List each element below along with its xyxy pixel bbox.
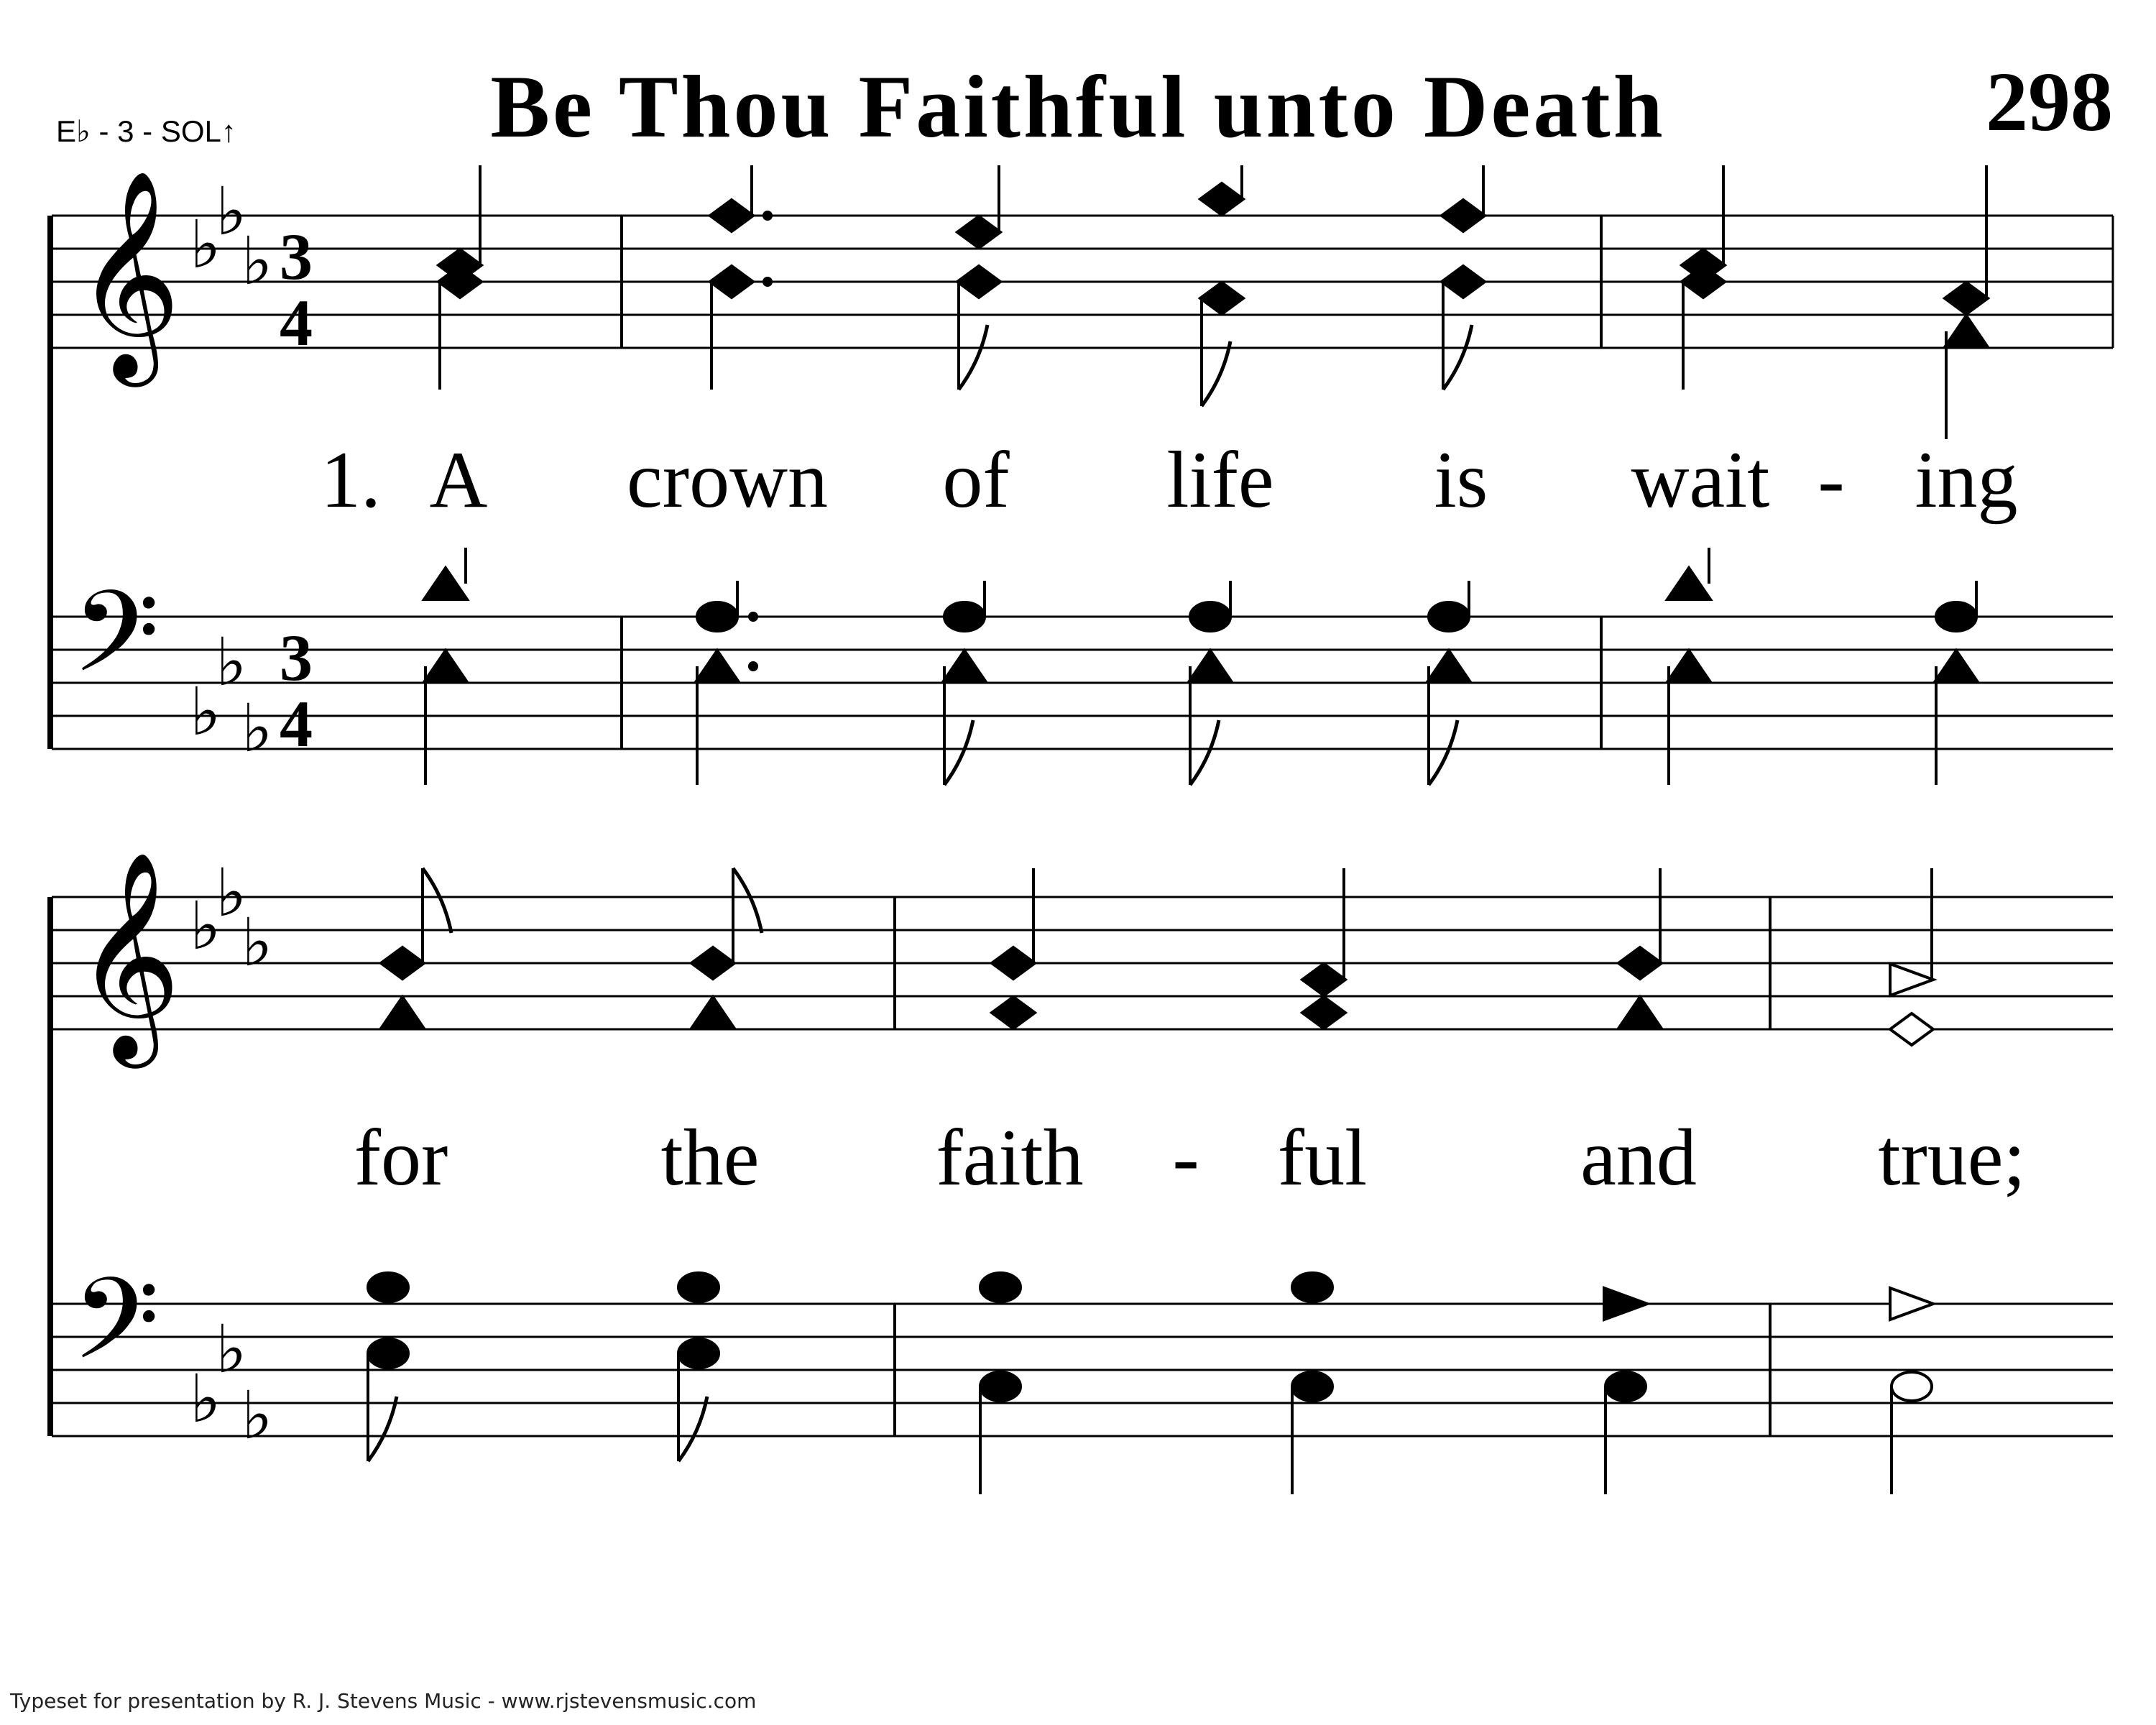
flat-icon: ♭: [190, 888, 221, 965]
note-head: [1936, 602, 1976, 631]
lyric-syllable: ing: [1915, 436, 2018, 525]
flat-icon: ♭: [216, 855, 247, 932]
time-signature-numerator: 3: [280, 220, 313, 293]
note-head: [1606, 1372, 1646, 1401]
flat-icon: ♭: [241, 690, 273, 767]
bass-clef-icon: 𝄢: [72, 1254, 160, 1412]
flat-icon: ♭: [241, 1377, 273, 1454]
note-head: [1618, 997, 1662, 1029]
flat-icon: ♭: [190, 673, 221, 750]
note-head: [1667, 650, 1710, 682]
eighth-flag: [368, 1397, 397, 1461]
lyric-syllable: wait: [1631, 436, 1770, 525]
flat-icon: ♭: [241, 904, 273, 981]
note-head: [691, 997, 734, 1029]
note-head: [710, 266, 753, 298]
note-head: [697, 602, 737, 631]
note-head: [424, 650, 467, 682]
lyric-syllable: is: [1434, 436, 1488, 525]
note-head: [1890, 1288, 1933, 1320]
note-head: [678, 1273, 719, 1302]
verse-number: 1.: [321, 436, 381, 525]
note-head: [381, 947, 424, 979]
lyric-hyphen: -: [1172, 1113, 1199, 1202]
note-head: [1442, 200, 1485, 231]
note-head: [992, 947, 1035, 979]
note-head: [1890, 964, 1933, 995]
note-head: [1200, 282, 1243, 314]
note-head: [424, 568, 467, 599]
note-head: [368, 1273, 408, 1302]
note-head: [368, 1339, 408, 1368]
lyric-syllable: faith: [936, 1113, 1084, 1202]
time-signature-denominator: 4: [280, 687, 313, 760]
note-head: [943, 650, 986, 682]
lyric-syllable: the: [660, 1113, 760, 1202]
note-head: [1190, 602, 1230, 631]
note-head: [1892, 1372, 1932, 1401]
note-head: [1442, 266, 1485, 298]
note-head: [1429, 602, 1469, 631]
eighth-flag: [1443, 325, 1472, 390]
note-head: [992, 997, 1035, 1029]
flat-icon: ♭: [190, 206, 221, 283]
time-signature-denominator: 4: [280, 286, 313, 359]
lyric-syllable: true;: [1878, 1113, 2026, 1202]
note-head: [1667, 568, 1710, 599]
flat-icon: ♭: [216, 1311, 247, 1388]
note-head: [1200, 183, 1243, 215]
flat-icon: ♭: [216, 624, 247, 701]
bass-clef-icon: 𝄢: [72, 566, 160, 725]
flat-icon: ♭: [241, 223, 273, 300]
note-head: [1604, 1288, 1647, 1320]
eighth-flag: [1202, 341, 1230, 406]
lyric-syllable: ful: [1277, 1113, 1368, 1202]
note-head: [1945, 316, 1988, 347]
flat-icon: ♭: [190, 1361, 221, 1438]
treble-clef-icon: 𝄞: [75, 168, 181, 377]
note-head: [1945, 282, 1988, 314]
note-head: [691, 947, 734, 979]
augmentation-dot: [763, 211, 773, 221]
system-bracket: [47, 897, 53, 1436]
system-bracket: [47, 216, 53, 749]
lyric-syllable: for: [354, 1113, 448, 1202]
note-head: [1935, 650, 1978, 682]
augmentation-dot: [748, 612, 758, 622]
augmentation-dot: [763, 277, 773, 287]
eighth-flag: [944, 720, 973, 785]
note-head: [980, 1372, 1021, 1401]
lyric-syllable: crown: [627, 436, 828, 525]
lyric-hyphen: -: [1818, 436, 1845, 525]
note-head: [957, 216, 1000, 248]
note-head: [1618, 947, 1662, 979]
lyric-syllable: and: [1580, 1113, 1697, 1202]
note-head: [1427, 650, 1470, 682]
note-head: [1292, 1273, 1332, 1302]
eighth-flag: [423, 868, 451, 933]
hymn-title: Be Thou Faithful unto Death: [490, 58, 1666, 156]
lyric-syllable: life: [1166, 436, 1274, 525]
eighth-flag: [959, 325, 987, 390]
augmentation-dot: [748, 661, 758, 671]
note-head: [710, 200, 753, 231]
note-head: [696, 650, 739, 682]
lyric-syllable: A: [429, 436, 488, 525]
key-info-label: E♭ - 3 - SOL↑: [56, 114, 236, 148]
eighth-flag: [733, 868, 762, 933]
hymn-number: 298: [1986, 55, 2113, 149]
note-head: [1302, 997, 1345, 1029]
note-head: [1302, 964, 1345, 995]
note-head: [381, 997, 424, 1029]
note-head: [1189, 650, 1232, 682]
eighth-flag: [1429, 720, 1457, 785]
flat-icon: ♭: [216, 173, 247, 250]
note-head: [1890, 1013, 1933, 1045]
note-head: [957, 266, 1000, 298]
lyric-syllable: of: [942, 436, 1010, 525]
treble-clef-icon: 𝄞: [75, 850, 181, 1059]
time-signature-numerator: 3: [280, 621, 313, 694]
note-head: [944, 602, 985, 631]
note-head: [980, 1273, 1021, 1302]
eighth-flag: [678, 1397, 707, 1461]
footer-credit: Typeset for presentation by R. J. Stevens Music - www.rjstevensmusic.com: [10, 1689, 757, 1713]
note-head: [678, 1339, 719, 1368]
eighth-flag: [1190, 720, 1219, 785]
note-head: [1292, 1372, 1332, 1401]
